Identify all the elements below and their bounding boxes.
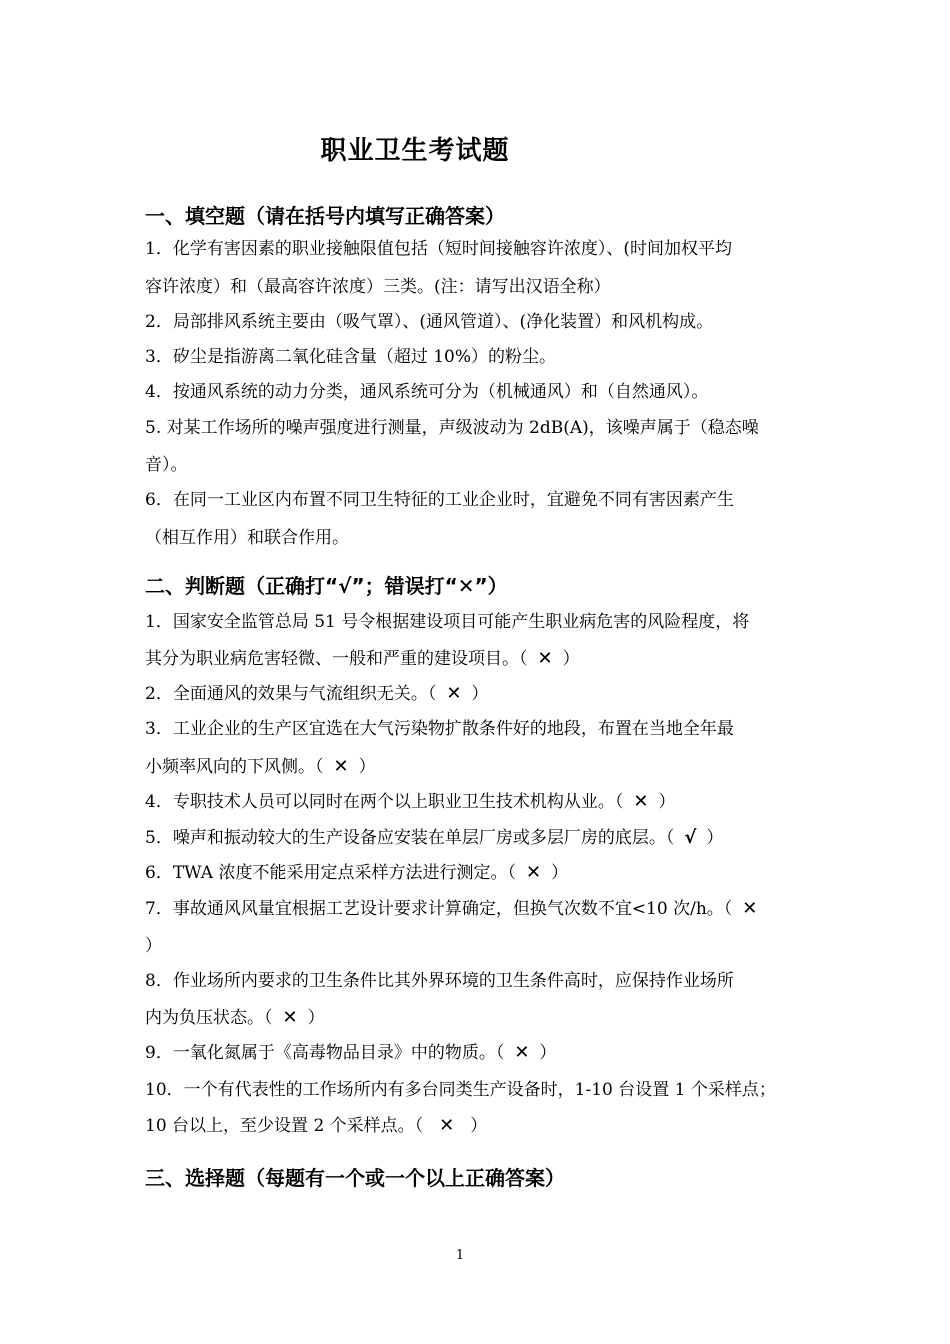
bracket-close: ） [358, 757, 376, 777]
true-false-line [145, 826, 723, 850]
fill-blank-line: 2．局部排风系统主要由（吸气罩）、(通风管道）、(净化装置）和风机构成。 [145, 312, 714, 332]
true-false-line [145, 1078, 776, 1102]
question-text: 9．一氧化氮属于《高毒物品目录》中的物质。（ [145, 1043, 505, 1063]
fill-blank-line: 音）。 [145, 455, 188, 475]
fill-blank-line: 容许浓度）和（最高容许浓度）三类。(注：请写出汉语全称） [145, 277, 611, 297]
answer-cross-mark: ✕ [333, 756, 349, 777]
true-false-line [145, 897, 757, 921]
question-text: 内为负压状态。（ [145, 1008, 273, 1028]
bracket-close: ） [471, 684, 489, 704]
answer-cross-mark: ✕ [282, 1007, 298, 1028]
fill-blank-line: 3．矽尘是指游离二氧化硅含量（超过 10%）的粉尘。 [145, 347, 557, 367]
true-false-line [145, 755, 376, 779]
section-heading-true-false: 二、判断题（正确打“√”；错误打“✕”） [145, 574, 508, 598]
bracket-close: ） [658, 792, 676, 812]
bracket-close: ） [145, 936, 162, 956]
answer-cross-mark: ✕ [537, 648, 553, 669]
page-title: 职业卫生考试题 [320, 136, 510, 166]
true-false-line [145, 861, 568, 885]
bracket-close: ） [562, 649, 580, 669]
question-text: 3．工业企业的生产区宜选在大气污染物扩散条件好的地段，布置在当地全年最 [145, 719, 734, 739]
question-text: 4．专职技术人员可以同时在两个以上职业卫生技术机构从业。（ [145, 792, 624, 812]
question-text: 10．一个有代表性的工作场所内有多台同类生产设备时，1-10 台设置 1 个采样点； [145, 1080, 776, 1100]
question-text: 小频率风向的下风侧。（ [145, 757, 324, 777]
answer-cross-mark: ✕ [439, 1115, 455, 1136]
section-heading-multiple-choice: 三、选择题（每题有一个或一个以上正确答案） [145, 1166, 565, 1190]
answer-cross-mark: ✕ [525, 862, 542, 883]
section-heading-fill-blank: 一、填空题（请在括号内填写正确答案） [145, 204, 505, 228]
fill-blank-line: 1．化学有害因素的职业接触限值包括（短时间接触容许浓度）、(时间加权平均 [145, 239, 732, 259]
question-text: 6．TWA 浓度不能采用定点采样方法进行测定。（ [145, 863, 516, 883]
bracket-close: ） [551, 863, 569, 883]
question-text: 5．噪声和振动较大的生产设备应安装在单层厂房或多层厂房的底层。（ [145, 828, 675, 848]
fill-blank-line: 5. 对某工作场所的噪声强度进行测量，声级波动为 2dB(A)，该噪声属于（稳态噪 [145, 418, 759, 438]
fill-blank-line: （相互作用）和联合作用。 [145, 528, 349, 548]
true-false-line [145, 934, 162, 958]
answer-cross-mark: ✕ [514, 1042, 530, 1063]
true-false-line [145, 717, 734, 741]
fill-blank-line: 4．按通风系统的动力分类，通风系统可分为（机械通风）和（自然通风）。 [145, 382, 709, 402]
true-false-line [145, 790, 675, 814]
answer-cross-mark: ✕ [633, 791, 649, 812]
bracket-close: ） [470, 1116, 488, 1136]
answer-check-mark: √ [684, 827, 697, 848]
question-text: 其分为职业病危害轻微、一般和严重的建设项目。（ [145, 649, 528, 669]
fill-blank-line: 6．在同一工业区内布置不同卫生特征的工业企业时，宜避免不同有害因素产生 [145, 490, 734, 510]
true-false-line [145, 1041, 556, 1065]
bracket-close: ） [706, 828, 724, 848]
question-text: 1．国家安全监管总局 51 号令根据建设项目可能产生职业病危害的风险程度，将 [145, 612, 750, 632]
true-false-line [145, 610, 749, 634]
answer-cross-mark: ✕ [742, 898, 758, 919]
true-false-line [145, 682, 488, 706]
true-false-line [145, 1006, 325, 1030]
question-text: 2．全面通风的效果与气流组织无关。（ [145, 684, 437, 704]
true-false-line [145, 1114, 487, 1138]
bracket-close: ） [539, 1043, 557, 1063]
page-number: 1 [455, 1248, 465, 1263]
true-false-line [145, 647, 580, 671]
question-text: 8．作业场所内要求的卫生条件比其外界环境的卫生条件高时，应保持作业场所 [145, 971, 734, 991]
answer-cross-mark: ✕ [446, 683, 462, 704]
question-text: 7．事故通风风量宜根据工艺设计要求计算确定，但换气次数不宜<10 次/h。（ [145, 899, 733, 919]
true-false-line [145, 969, 734, 993]
bracket-close: ） [307, 1008, 325, 1028]
question-text: 10 台以上，至少设置 2 个采样点。（ [145, 1116, 424, 1136]
